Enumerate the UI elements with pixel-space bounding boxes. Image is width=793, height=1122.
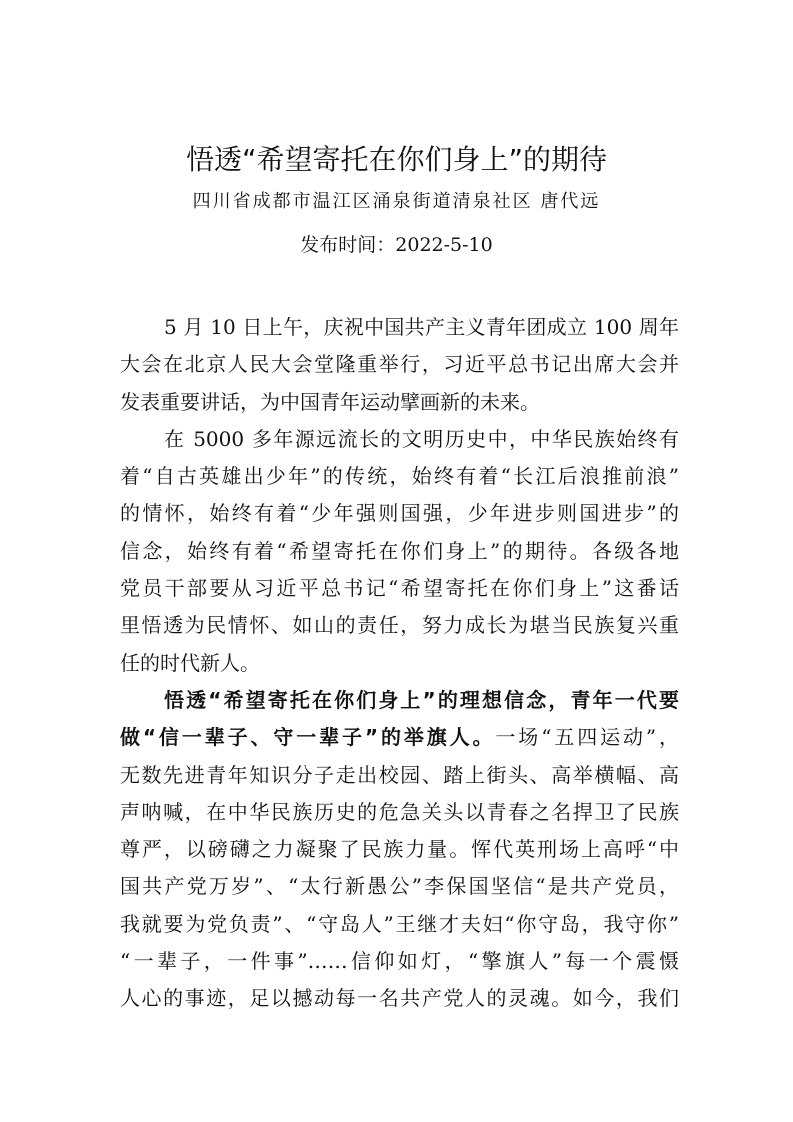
paragraph-line: 无数先进青年知识分子走出校园、踏上街头、高举横幅、高 xyxy=(120,762,679,787)
publish-date: 发布时间：2022-5-10 xyxy=(300,234,493,256)
paragraph-line: 国共产党万岁”、“太行新愚公”李保国坚信“是共产党员， xyxy=(120,874,679,899)
paragraph-line: 5 月 10 日上午，庆祝中国共产主义青年团成立 100 周年 xyxy=(164,315,679,339)
paragraph-line: 发表重要讲话，为中国青年运动擘画新的未来。 xyxy=(120,389,540,414)
paragraph-line: 里悟透为民情怀、如山的责任，努力成长为堪当民族复兴重 xyxy=(120,613,679,638)
paragraph-text: 一场“五四运动”， xyxy=(495,725,679,750)
paragraph-line: 任的时代新人。 xyxy=(120,650,260,675)
paragraph-line: 信念，始终有着“希望寄托在你们身上”的期待。各级各地 xyxy=(120,538,679,563)
article-body xyxy=(120,309,679,1018)
paragraph-line: 大会在北京人民大会堂隆重举行，习近平总书记出席大会并 xyxy=(120,352,679,377)
paragraph-line: 党员干部要从习近平总书记“希望寄托在你们身上”这番话 xyxy=(120,576,679,601)
author-line: 四川省成都市温江区涌泉街道清泉社区 唐代远 xyxy=(192,191,601,212)
paragraph-line: 我就要为党负责”、“守岛人”王继才夫妇“你守岛，我守你” xyxy=(120,911,679,936)
paragraph-line: “一辈子，一件事”……信仰如灯，“擎旗人”每一个震慑 xyxy=(120,949,679,974)
paragraph-line: 着“自古英雄出少年”的传统，始终有着“长江后浪推前浪” xyxy=(120,464,679,489)
paragraph-line: 在 5000 多年源远流长的文明历史中，中华民族始终有 xyxy=(164,426,679,451)
paragraph-line: 人心的事迹，足以撼动每一名共产党人的灵魂。如今，我们 xyxy=(120,986,679,1011)
bold-heading-line: 悟透“希望寄托在你们身上”的理想信念，青年一代要 xyxy=(164,687,679,712)
paragraph-line: 的情怀，始终有着“少年强则国强，少年进步则国进步”的 xyxy=(120,501,679,526)
document-title: 悟透“希望寄托在你们身上”的期待 xyxy=(185,143,607,176)
paragraph-line: 声呐喊，在中华民族历史的危急关头以青春之名捍卫了民族 xyxy=(120,799,679,824)
bold-heading-text: 做“信一辈子、守一辈子”的举旗人。 xyxy=(120,725,496,750)
mixed-line xyxy=(120,719,679,756)
paragraph-line: 尊严，以磅礴之力凝聚了民族力量。恽代英刑场上高呼“中 xyxy=(120,837,679,862)
